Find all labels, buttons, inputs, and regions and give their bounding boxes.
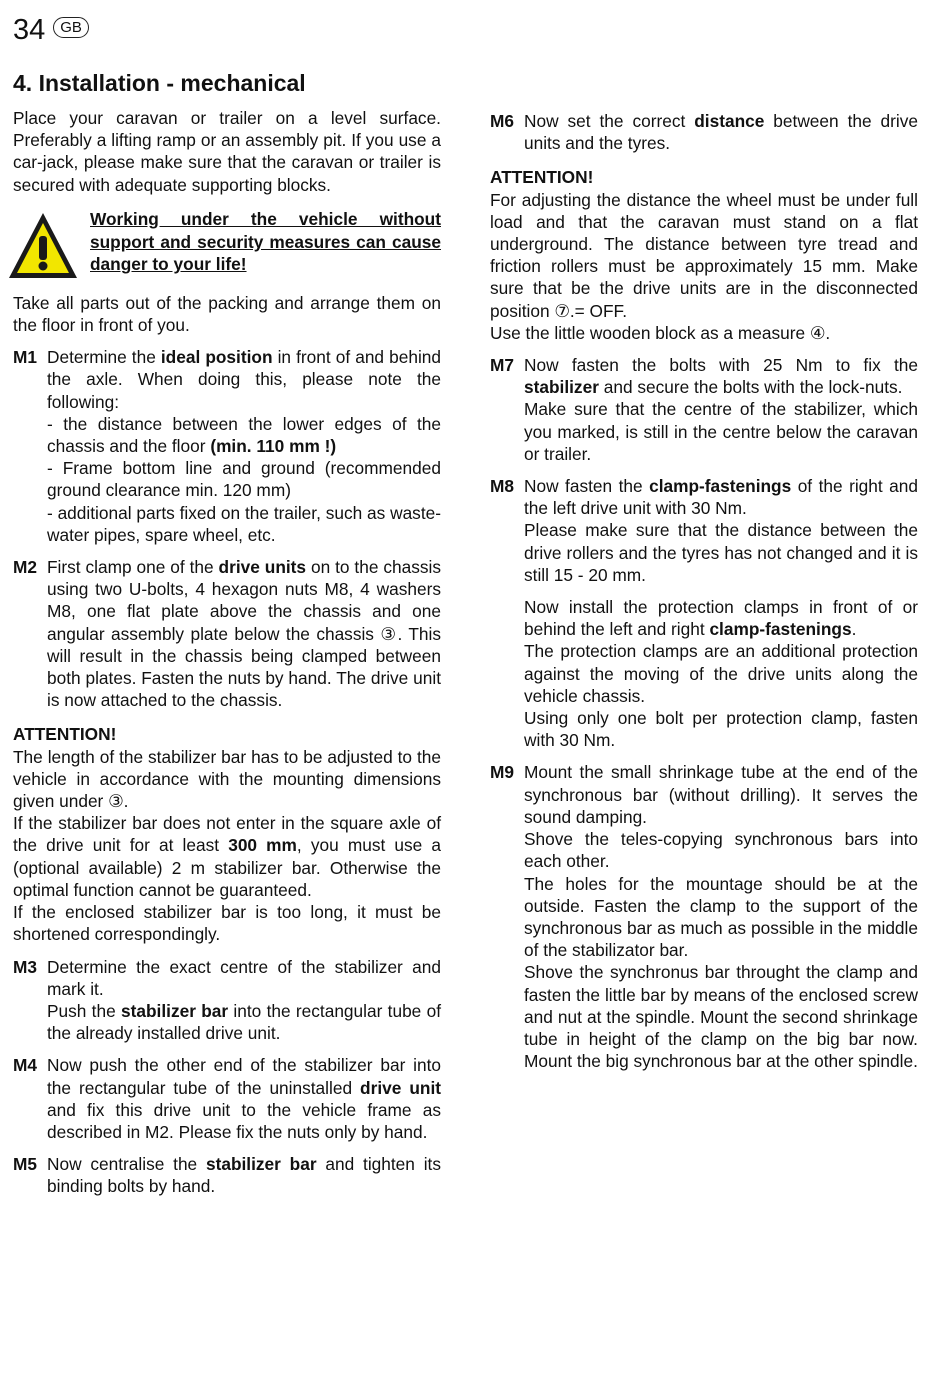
attention-text: Use the little wooden block as a measure ④.: [490, 322, 831, 343]
attention-heading: ATTENTION!: [13, 724, 117, 745]
step-body: Determine the ideal position in front of and behind the axle. When doing this, please note the following: - the distance between the lower edges of the chassis and the floor (min. 110 mm !) - Frame bottom line and ground (recommended ground clearance min. 120 mm) - additional parts fixed on the trailer, such as waste-water pipes, spare wheel, etc.: [47, 347, 442, 545]
left-column: [13, 107, 441, 1198]
step-m7: [490, 354, 918, 465]
step-code: M7: [490, 355, 515, 376]
step-m6: [490, 110, 918, 154]
step-body: Now centralise the stabilizer bar and tighten its binding bolts by hand.: [47, 1154, 441, 1197]
attention-text: If the enclosed stabilizer bar is too long, it must be shortened correspondingly.: [13, 902, 441, 945]
step-code: M8: [490, 476, 515, 497]
step-body: Now set the correct distance between the drive units and the tyres.: [524, 111, 918, 154]
step-m2: [13, 556, 441, 711]
step-body: Determine the exact centre of the stabilizer and mark it. Push the stabilizer bar into the rectangular tube of the already installed drive unit.: [47, 956, 442, 1044]
unpack-paragraph: Take all parts out of the packing and arrange them on the floor in front of you.: [13, 292, 441, 336]
step-m9: [490, 761, 918, 1072]
step-m1: [13, 346, 441, 546]
step-m4: [13, 1054, 441, 1143]
warning-block: [13, 208, 441, 282]
section-title: 4. Installation - mechanical: [13, 70, 306, 96]
step-body: Now push the other end of the stabilizer bar into the rectangular tube of the uninstalled drive unit and fix this drive unit to the vehicle frame as described in M2. Please fix the nuts only by hand.: [47, 1055, 441, 1142]
attention-text: For adjusting the distance the wheel must be under full load and that the caravan must stand on a flat underground. The distance between tyre tread and friction rollers must be approximately 15 mm. Make sure that be the drive units are in the disconnected position ⑦.= OFF.: [490, 189, 918, 321]
page-header: [13, 12, 89, 48]
step-code: M4: [13, 1055, 38, 1076]
step-m3: [13, 956, 441, 1045]
attention-text: The length of the stabilizer bar has to be adjusted to the vehicle in accordance with the mounting dimensions given under ③.: [13, 746, 441, 812]
step-body: Now fasten the bolts with 25 Nm to fix the stabilizer and secure the bolts with the lock-nuts. Make sure that the centre of the stabilizer, which you marked, is still in the centre below the caravan or trailer.: [524, 355, 918, 464]
step-code: M3: [13, 956, 38, 977]
step-m5: [13, 1153, 441, 1197]
step-body: Mount the small shrinkage tube at the end of the synchronous bar (without drilling). It serves the sound damping. Shove the teles-copying synchronous bars into each other. The holes for the mountage should be at the outside. Fasten the clamp to the support of the synchronous bar as much as possible in the middle of the stabilizator bar. Shove the synchronus bar throught the clamp and fasten the little bar by means of the enclosed screw and nut at the spindle. Mount the second shrinkage tube in height of the clamp on the big bar now. Mount the big synchronous bar at the other spindle.: [524, 762, 918, 1072]
warning-triangle-icon: [6, 210, 80, 282]
attention-text: If the stabilizer bar does not enter in the square axle of the drive unit for at least 300 mm, you must use a (optional available) 2 m stabilizer bar. Otherwise the optimal function cannot be guaranteed.: [13, 813, 442, 900]
page-number: 34: [13, 14, 46, 46]
step-body: Now fasten the clamp-fastenings of the right and the left drive unit with 30 Nm. Please make sure that the distance between the drive rollers and the tyres has not changed and it is still 15 - 20 mm. Now install the protection clamps in front of or behind the left and right clamp-fastenings. The protection clamps are an additional protection against the moving of the drive units along the vehicle chassis. Using only one bolt per protection clamp, fasten with 30 Nm.: [524, 476, 918, 751]
right-column: [490, 110, 918, 1072]
attention-heading: ATTENTION!: [490, 167, 594, 188]
language-badge: GB: [53, 17, 89, 38]
step-body: First clamp one of the drive units on to the chassis using two U-bolts, 4 hexagon nuts M8, 4 washers M8, one flat plate above the chassis and one angular assembly plate below the chassis ③. This will result in the chassis being clamped between both plates. Fasten the nuts by hand. The drive unit is now attached to the chassis.: [47, 557, 441, 711]
step-code: M2: [13, 557, 38, 578]
step-code: M1: [13, 347, 38, 368]
intro-paragraph: Place your caravan or trailer on a level surface. Preferably a lifting ramp or an assembly pit. If you use a car-jack, please make sure that the caravan or trailer is secured with adequate supporting blocks.: [13, 108, 441, 195]
step-code: M9: [490, 762, 515, 783]
step-m8: [490, 475, 918, 751]
step-code: M5: [13, 1154, 38, 1175]
warning-text: Working under the vehicle without support and security measures can cause danger to your life!: [90, 208, 441, 275]
step-code: M6: [490, 111, 515, 131]
